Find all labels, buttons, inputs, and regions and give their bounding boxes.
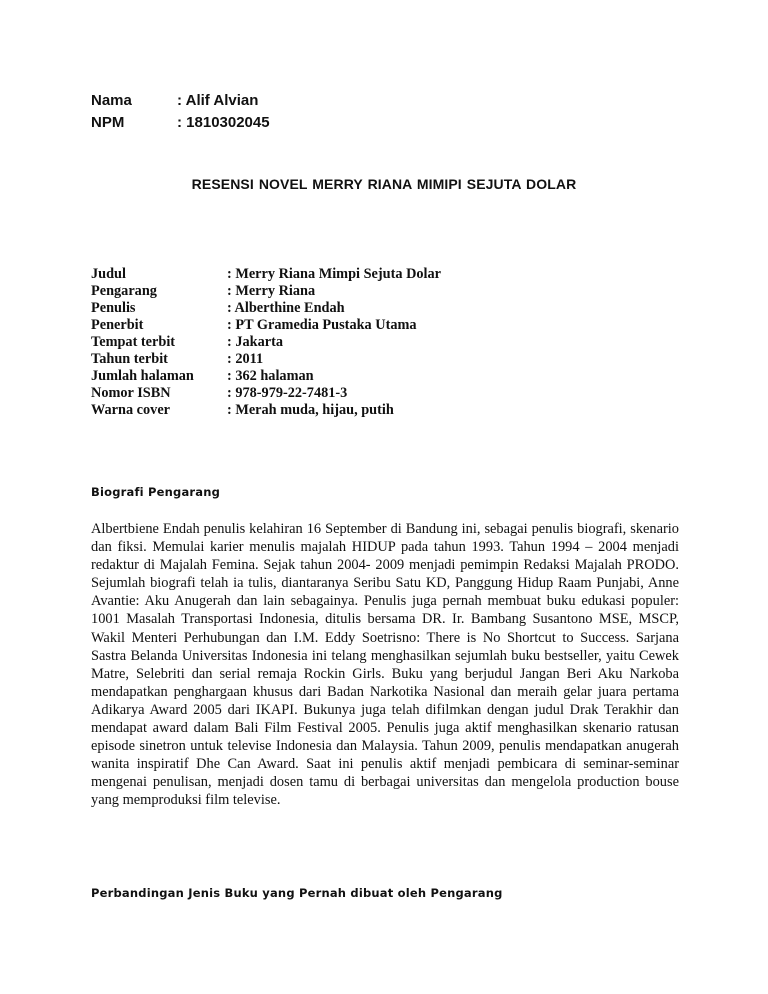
book-info-row [91,300,441,317]
book-info-value: : 978-979-22-7481-3 [227,385,348,401]
npm-value: : 1810302045 [177,114,270,131]
book-info-label: Jumlah halaman [91,368,194,384]
book-info-label: Tempat terbit [91,334,176,350]
student-name-row [91,90,270,112]
book-info-label: Judul [91,266,126,282]
name-label: Nama [91,92,132,109]
student-info [91,90,270,134]
book-info-label: Warna cover [91,402,171,418]
book-info-value: : 2011 [227,351,264,367]
section-heading-perbandingan: Perbandingan Jenis Buku yang Pernah dibuat oleh Pengarang [91,886,503,900]
book-info-row [91,334,441,351]
book-info-table [91,266,441,419]
section-heading-biografi: Biografi Pengarang [91,485,221,499]
book-info-value: : Merry Riana Mimpi Sejuta Dolar [227,266,442,282]
book-info-value: : PT Gramedia Pustaka Utama [227,317,417,333]
book-info-row [91,351,441,368]
book-info-row [91,317,441,334]
book-info-label: Penerbit [91,317,144,333]
book-info-label: Nomor ISBN [91,385,171,401]
book-info-row [91,283,441,300]
book-info-value: : Merry Riana [227,283,316,299]
book-info-label: Penulis [91,300,136,316]
document-title: RESENSI NOVEL MERRY RIANA MIMIPI SEJUTA DOLAR [191,176,577,192]
book-info-value: : 362 halaman [227,368,314,384]
book-info-label: Pengarang [91,283,157,299]
book-info-row [91,385,441,402]
book-info-label: Tahun terbit [91,351,168,367]
book-info-row [91,368,441,385]
name-value: : Alif Alvian [177,92,259,109]
book-info-value: : Merah muda, hijau, putih [227,402,394,418]
book-info-value: : Jakarta [227,334,283,350]
book-info-value: : Alberthine Endah [227,300,345,316]
book-info-row [91,266,441,283]
book-info-row [91,402,441,419]
student-npm-row [91,112,270,134]
biografi-paragraph: Albertbiene Endah penulis kelahiran 16 September di Bandung ini, sebagai penulis biografi, skenario dan fiksi. Memulai karier menulis majalah HIDUP pada tahun 1993. Tahun 1994 – 2004 menjadi redaktur di Majalah Femina. Sejak tahun 2004- 2009 menjadi pemimpin Redaksi Majalah PRODO. Sejumlah biografi telah ia tulis, diantaranya Seribu Satu KD, Panggung Hidup Raam Punjabi, Anne Avantie: Aku Anugerah dan lain sebagainya. Penulis juga pernah membuat buku edukasi populer: 1001 Masalah Transportasi Indonesia, ditulis bersama DR. Ir. Bambang Susantono MSE, MSCP, Wakil Menteri Perhubungan dan I.M. Eddy Soetrisno: There is No Shortcut to Success. Sarjana Sastra Belanda Universitas Indonesia ini telang menghasilkan sejumlah buku bestseller, yaitu Cewek Matre, Selebriti dan serial remaja Rockin Girls. Buku yang berjudul Jangan Beri Aku Narkoba mendapatkan penghargaan khusus dari Badan Narkotika Nasional dan meraih gelar juara pertama Adikarya Award 2005 dari IKAPI. Bukunya juga telah difilmkan dengan judul Drak Terakhir dan mendapat award dalam Bali Film Festival 2005. Penulis juga aktif menghasilkan skenario ratusan episode sinetron untuk televise Indonesia dan Malaysia. Tahun 2009, penulis mendapatkan anugerah wanita inspiratif Dhe Can Award. Saat ini penulis aktif menjadi pembicara di seminar-seminar mengenai penulisan, menjadi dosen tamu di berbagai universitas dan mengelola production bouse yang memproduksi film televise. [91,521,679,809]
npm-label: NPM [91,114,125,131]
